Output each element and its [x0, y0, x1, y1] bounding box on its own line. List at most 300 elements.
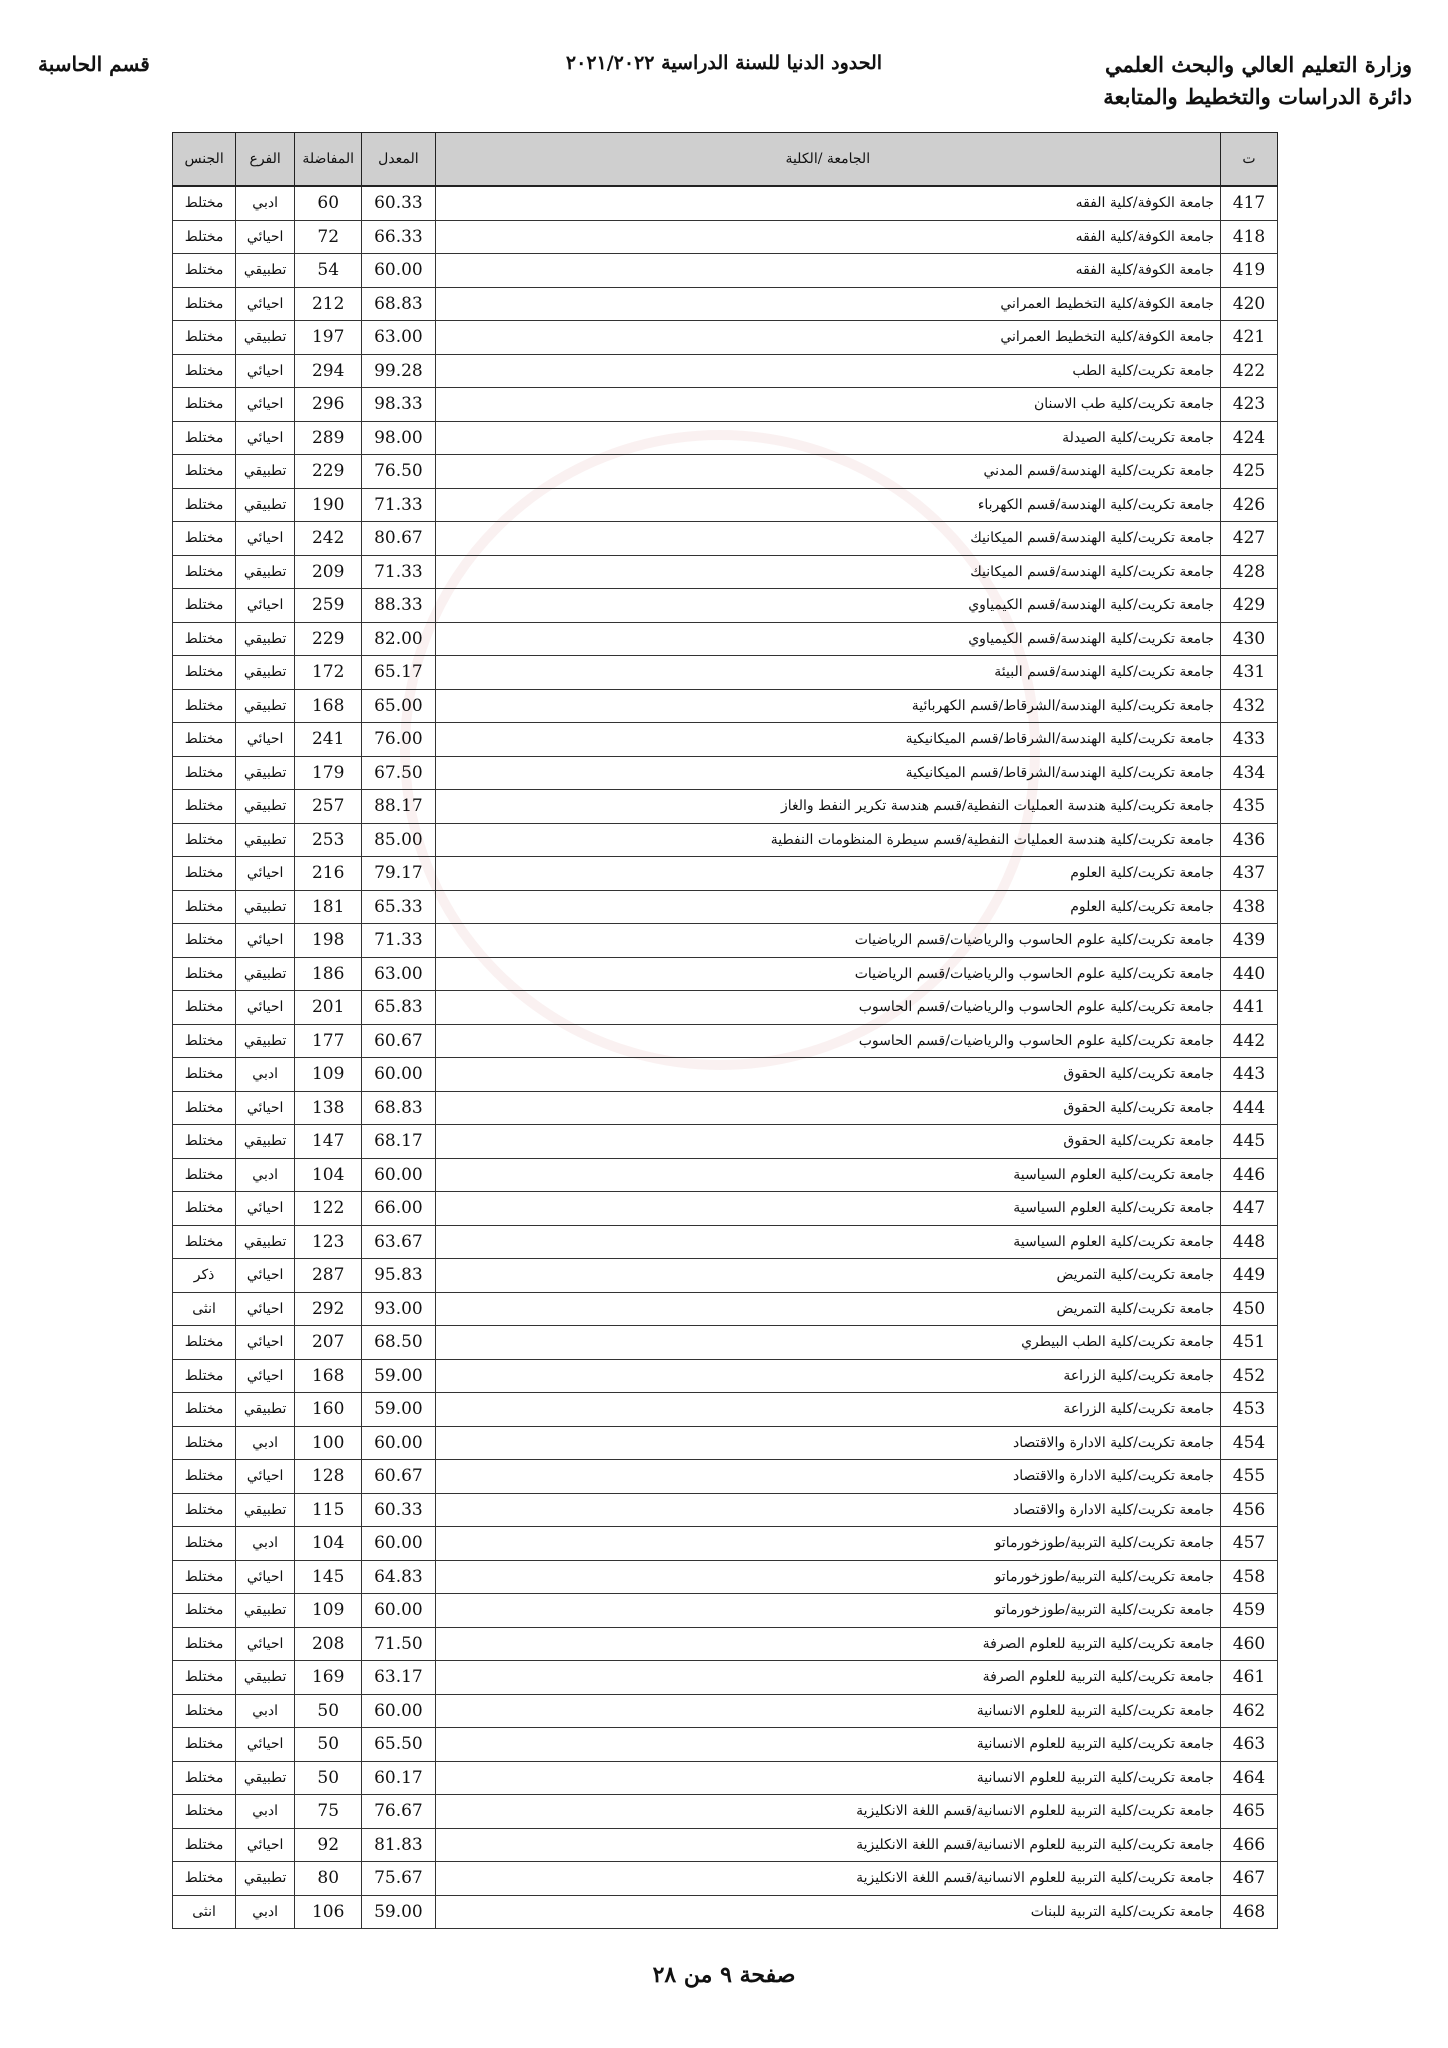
cell-branch: احيائي	[236, 287, 295, 321]
cell-branch: تطبيقي	[236, 455, 295, 489]
cell-college: جامعة تكريت/كلية العلوم السياسية	[435, 1158, 1221, 1192]
cell-branch: تطبيقي	[236, 1393, 295, 1427]
cell-avg: 79.17	[362, 857, 435, 891]
cell-branch: ادبي	[236, 1058, 295, 1092]
cell-pref: 138	[295, 1091, 362, 1125]
cell-college: جامعة تكريت/كلية العلوم السياسية	[435, 1225, 1221, 1259]
table-row	[173, 1493, 1278, 1527]
cell-gender: مختلط	[173, 1125, 236, 1159]
table-row	[173, 689, 1278, 723]
cell-pref: 241	[295, 723, 362, 757]
cell-branch: تطبيقي	[236, 689, 295, 723]
cell-avg: 98.33	[362, 388, 435, 422]
cell-num: 427	[1221, 522, 1278, 556]
cell-college: جامعة تكريت/كلية التربية للعلوم الانسانية/قسم اللغة الانكليزية	[435, 1828, 1221, 1862]
cell-pref: 201	[295, 991, 362, 1025]
table-row	[173, 1225, 1278, 1259]
cell-branch: احيائي	[236, 1292, 295, 1326]
cell-branch: تطبيقي	[236, 890, 295, 924]
cell-branch: ادبي	[236, 1158, 295, 1192]
cell-num: 458	[1221, 1560, 1278, 1594]
cell-pref: 80	[295, 1862, 362, 1896]
cell-branch: ادبي	[236, 1426, 295, 1460]
cell-gender: مختلط	[173, 1359, 236, 1393]
cell-avg: 60.33	[362, 186, 435, 220]
cell-branch: تطبيقي	[236, 1594, 295, 1628]
cell-branch: احيائي	[236, 924, 295, 958]
cell-pref: 197	[295, 321, 362, 355]
cell-pref: 123	[295, 1225, 362, 1259]
cell-branch: احيائي	[236, 857, 295, 891]
table-row	[173, 254, 1278, 288]
cell-num: 459	[1221, 1594, 1278, 1628]
cell-college: جامعة تكريت/كلية التمريض	[435, 1259, 1221, 1293]
cell-num: 436	[1221, 823, 1278, 857]
cell-num: 457	[1221, 1527, 1278, 1561]
cell-branch: تطبيقي	[236, 1125, 295, 1159]
cell-college: جامعة تكريت/كلية الحقوق	[435, 1125, 1221, 1159]
table-row	[173, 321, 1278, 355]
table-row	[173, 1862, 1278, 1896]
cell-avg: 71.33	[362, 488, 435, 522]
cell-pref: 168	[295, 1359, 362, 1393]
col-header-num: ت	[1221, 133, 1278, 187]
cell-gender: مختلط	[173, 455, 236, 489]
page-number: صفحة ٩ من ٢٨	[652, 1962, 796, 1988]
cell-pref: 179	[295, 756, 362, 790]
table-row	[173, 555, 1278, 589]
cell-num: 448	[1221, 1225, 1278, 1259]
cell-avg: 65.50	[362, 1728, 435, 1762]
cell-num: 450	[1221, 1292, 1278, 1326]
cell-avg: 60.67	[362, 1024, 435, 1058]
cell-num: 439	[1221, 924, 1278, 958]
cell-gender: مختلط	[173, 488, 236, 522]
cell-pref: 145	[295, 1560, 362, 1594]
cell-num: 437	[1221, 857, 1278, 891]
cell-gender: مختلط	[173, 1326, 236, 1360]
cell-avg: 76.67	[362, 1795, 435, 1829]
cell-pref: 169	[295, 1661, 362, 1695]
cell-branch: تطبيقي	[236, 1493, 295, 1527]
table-row	[173, 924, 1278, 958]
cell-gender: انثى	[173, 1895, 236, 1929]
cell-avg: 75.67	[362, 1862, 435, 1896]
cell-avg: 98.00	[362, 421, 435, 455]
cell-college: جامعة تكريت/كلية الهندسة/قسم الميكانيك	[435, 555, 1221, 589]
cell-pref: 92	[295, 1828, 362, 1862]
cell-gender: مختلط	[173, 622, 236, 656]
table-row	[173, 421, 1278, 455]
cell-avg: 76.00	[362, 723, 435, 757]
cell-college: جامعة تكريت/كلية الهندسة/قسم الكيمياوي	[435, 589, 1221, 623]
cell-college: جامعة تكريت/كلية العلوم	[435, 890, 1221, 924]
cell-gender: مختلط	[173, 790, 236, 824]
cell-college: جامعة الكوفة/كلية الفقه	[435, 220, 1221, 254]
cell-avg: 63.00	[362, 321, 435, 355]
table-row	[173, 1795, 1278, 1829]
cell-gender: مختلط	[173, 287, 236, 321]
cell-num: 453	[1221, 1393, 1278, 1427]
cell-num: 426	[1221, 488, 1278, 522]
cell-num: 465	[1221, 1795, 1278, 1829]
table-row	[173, 622, 1278, 656]
cell-college: جامعة تكريت/كلية التربية للعلوم الصرفة	[435, 1661, 1221, 1695]
cell-college: جامعة تكريت/كلية التربية للعلوم الانسانية	[435, 1728, 1221, 1762]
cell-gender: مختلط	[173, 1728, 236, 1762]
cell-gender: مختلط	[173, 991, 236, 1025]
table-row	[173, 1895, 1278, 1929]
cell-branch: تطبيقي	[236, 488, 295, 522]
cell-college: جامعة تكريت/كلية علوم الحاسوب والرياضيات/قسم الحاسوب	[435, 1024, 1221, 1058]
cell-gender: مختلط	[173, 1460, 236, 1494]
cell-branch: احيائي	[236, 1359, 295, 1393]
cell-avg: 71.33	[362, 924, 435, 958]
cell-college: جامعة تكريت/كلية التربية للعلوم الانسانية/قسم اللغة الانكليزية	[435, 1795, 1221, 1829]
cell-college: جامعة تكريت/كلية الهندسة/قسم المدني	[435, 455, 1221, 489]
cell-avg: 60.00	[362, 1158, 435, 1192]
cell-gender: مختلط	[173, 1594, 236, 1628]
cell-pref: 109	[295, 1058, 362, 1092]
cell-gender: مختلط	[173, 656, 236, 690]
cell-avg: 59.00	[362, 1393, 435, 1427]
cell-pref: 198	[295, 924, 362, 958]
table-row	[173, 589, 1278, 623]
cell-pref: 257	[295, 790, 362, 824]
cell-college: جامعة تكريت/كلية التمريض	[435, 1292, 1221, 1326]
cell-college: جامعة تكريت/كلية الهندسة/الشرقاط/قسم الكهربائية	[435, 689, 1221, 723]
cell-gender: مختلط	[173, 1862, 236, 1896]
cell-gender: مختلط	[173, 689, 236, 723]
cell-gender: مختلط	[173, 220, 236, 254]
cell-gender: مختلط	[173, 857, 236, 891]
cell-avg: 71.50	[362, 1627, 435, 1661]
cell-num: 443	[1221, 1058, 1278, 1092]
cell-num: 422	[1221, 354, 1278, 388]
cell-branch: ادبي	[236, 1795, 295, 1829]
cell-pref: 160	[295, 1393, 362, 1427]
cell-num: 460	[1221, 1627, 1278, 1661]
cell-college: جامعة تكريت/كلية الهندسة/قسم البيئة	[435, 656, 1221, 690]
cell-college: جامعة تكريت/كلية التربية للعلوم الانسانية/قسم اللغة الانكليزية	[435, 1862, 1221, 1896]
cell-branch: احيائي	[236, 1326, 295, 1360]
cell-gender: مختلط	[173, 756, 236, 790]
table-row	[173, 1326, 1278, 1360]
cell-gender: مختلط	[173, 723, 236, 757]
cell-avg: 68.17	[362, 1125, 435, 1159]
cell-college: جامعة تكريت/كلية الهندسة/قسم الميكانيك	[435, 522, 1221, 556]
cell-branch: احيائي	[236, 1828, 295, 1862]
cell-avg: 68.50	[362, 1326, 435, 1360]
cell-branch: احيائي	[236, 220, 295, 254]
cell-college: جامعة تكريت/كلية التربية/طوزخورماتو	[435, 1594, 1221, 1628]
table-row	[173, 1158, 1278, 1192]
cell-avg: 59.00	[362, 1895, 435, 1929]
cell-avg: 71.33	[362, 555, 435, 589]
cell-gender: مختلط	[173, 1694, 236, 1728]
cell-pref: 207	[295, 1326, 362, 1360]
cell-branch: احيائي	[236, 1627, 295, 1661]
cell-pref: 209	[295, 555, 362, 589]
cell-avg: 65.17	[362, 656, 435, 690]
cell-avg: 60.67	[362, 1460, 435, 1494]
cell-pref: 208	[295, 1627, 362, 1661]
cell-num: 456	[1221, 1493, 1278, 1527]
cell-branch: تطبيقي	[236, 1661, 295, 1695]
col-header-avg: المعدل	[362, 133, 435, 187]
cell-pref: 50	[295, 1728, 362, 1762]
table-row	[173, 1292, 1278, 1326]
table-row	[173, 723, 1278, 757]
table-row	[173, 1627, 1278, 1661]
cell-pref: 287	[295, 1259, 362, 1293]
cell-branch: ادبي	[236, 186, 295, 220]
table-row	[173, 1393, 1278, 1427]
cell-pref: 72	[295, 220, 362, 254]
cell-branch: تطبيقي	[236, 823, 295, 857]
cell-gender: مختلط	[173, 823, 236, 857]
cell-gender: مختلط	[173, 1560, 236, 1594]
cell-gender: مختلط	[173, 1493, 236, 1527]
cell-num: 455	[1221, 1460, 1278, 1494]
cell-gender: مختلط	[173, 1661, 236, 1695]
cell-avg: 68.83	[362, 1091, 435, 1125]
cell-pref: 181	[295, 890, 362, 924]
cell-avg: 60.00	[362, 1527, 435, 1561]
cell-college: جامعة تكريت/كلية الحقوق	[435, 1091, 1221, 1125]
cell-num: 452	[1221, 1359, 1278, 1393]
cell-branch: احيائي	[236, 723, 295, 757]
cell-gender: مختلط	[173, 957, 236, 991]
cell-avg: 60.00	[362, 254, 435, 288]
cell-avg: 64.83	[362, 1560, 435, 1594]
cell-branch: تطبيقي	[236, 1024, 295, 1058]
table-row	[173, 354, 1278, 388]
cell-branch: احيائي	[236, 1192, 295, 1226]
cell-pref: 106	[295, 1895, 362, 1929]
cell-gender: مختلط	[173, 1795, 236, 1829]
cell-college: جامعة تكريت/كلية الادارة والاقتصاد	[435, 1426, 1221, 1460]
cell-pref: 177	[295, 1024, 362, 1058]
table-row	[173, 1359, 1278, 1393]
cell-avg: 85.00	[362, 823, 435, 857]
cell-gender: مختلط	[173, 1828, 236, 1862]
table-row	[173, 1091, 1278, 1125]
table-row	[173, 656, 1278, 690]
table-row	[173, 1125, 1278, 1159]
cell-college: جامعة تكريت/كلية الهندسة/الشرقاط/قسم الميكانيكية	[435, 756, 1221, 790]
table-row	[173, 287, 1278, 321]
cell-college: جامعة تكريت/كلية علوم الحاسوب والرياضيات/قسم الرياضيات	[435, 957, 1221, 991]
cell-branch: تطبيقي	[236, 1761, 295, 1795]
table-row	[173, 1259, 1278, 1293]
cell-gender: مختلط	[173, 1627, 236, 1661]
cell-pref: 168	[295, 689, 362, 723]
cell-avg: 99.28	[362, 354, 435, 388]
department-name: قسم الحاسبة	[38, 52, 150, 76]
table-row	[173, 1024, 1278, 1058]
cell-branch: ادبي	[236, 1895, 295, 1929]
cell-pref: 292	[295, 1292, 362, 1326]
cell-num: 462	[1221, 1694, 1278, 1728]
cell-gender: مختلط	[173, 1527, 236, 1561]
cell-gender: مختلط	[173, 254, 236, 288]
cell-gender: مختلط	[173, 186, 236, 220]
cell-branch: احيائي	[236, 1560, 295, 1594]
cell-pref: 122	[295, 1192, 362, 1226]
table-row	[173, 1828, 1278, 1862]
cell-num: 420	[1221, 287, 1278, 321]
table-row	[173, 1192, 1278, 1226]
table-row	[173, 522, 1278, 556]
col-header-college: الجامعة /الكلية	[435, 133, 1221, 187]
cell-avg: 68.83	[362, 287, 435, 321]
cell-college: جامعة تكريت/كلية طب الاسنان	[435, 388, 1221, 422]
ministry-name: وزارة التعليم العالي والبحث العلمي	[1105, 52, 1412, 77]
cell-branch: تطبيقي	[236, 254, 295, 288]
cell-gender: مختلط	[173, 555, 236, 589]
cell-college: جامعة تكريت/كلية الحقوق	[435, 1058, 1221, 1092]
cell-pref: 147	[295, 1125, 362, 1159]
table-row	[173, 455, 1278, 489]
cell-avg: 65.00	[362, 689, 435, 723]
cell-avg: 80.67	[362, 522, 435, 556]
cell-branch: تطبيقي	[236, 1862, 295, 1896]
cell-avg: 95.83	[362, 1259, 435, 1293]
table-row	[173, 991, 1278, 1025]
cell-num: 444	[1221, 1091, 1278, 1125]
table-row	[173, 1594, 1278, 1628]
cell-pref: 104	[295, 1158, 362, 1192]
table-row	[173, 1761, 1278, 1795]
cell-pref: 289	[295, 421, 362, 455]
table-row	[173, 790, 1278, 824]
cell-pref: 75	[295, 1795, 362, 1829]
cell-num: 432	[1221, 689, 1278, 723]
cell-pref: 50	[295, 1761, 362, 1795]
table-row	[173, 1694, 1278, 1728]
cell-avg: 60.33	[362, 1493, 435, 1527]
cell-num: 447	[1221, 1192, 1278, 1226]
cell-college: جامعة تكريت/كلية هندسة العمليات النفطية/قسم سيطرة المنظومات النفطية	[435, 823, 1221, 857]
table-row	[173, 1058, 1278, 1092]
table-row	[173, 488, 1278, 522]
cell-pref: 109	[295, 1594, 362, 1628]
cell-avg: 60.00	[362, 1058, 435, 1092]
table-row	[173, 957, 1278, 991]
cell-avg: 59.00	[362, 1359, 435, 1393]
cell-num: 424	[1221, 421, 1278, 455]
cell-avg: 76.50	[362, 455, 435, 489]
cell-avg: 63.00	[362, 957, 435, 991]
cell-num: 463	[1221, 1728, 1278, 1762]
cell-college: جامعة تكريت/كلية الهندسة/الشرقاط/قسم الميكانيكية	[435, 723, 1221, 757]
page-title: الحدود الدنيا للسنة الدراسية ٢٠٢١/٢٠٢٢	[565, 52, 883, 74]
cell-college: جامعة تكريت/كلية العلوم السياسية	[435, 1192, 1221, 1226]
cell-college: جامعة تكريت/كلية التربية/طوزخورماتو	[435, 1560, 1221, 1594]
cell-college: جامعة تكريت/كلية الهندسة/قسم الكهرباء	[435, 488, 1221, 522]
cell-pref: 294	[295, 354, 362, 388]
cell-num: 451	[1221, 1326, 1278, 1360]
cell-pref: 128	[295, 1460, 362, 1494]
cell-avg: 81.83	[362, 1828, 435, 1862]
table-row	[173, 1426, 1278, 1460]
cell-pref: 60	[295, 186, 362, 220]
cell-num: 449	[1221, 1259, 1278, 1293]
table-row	[173, 1661, 1278, 1695]
cell-pref: 216	[295, 857, 362, 891]
admission-table	[172, 132, 1278, 1929]
cell-college: جامعة تكريت/كلية علوم الحاسوب والرياضيات/قسم الحاسوب	[435, 991, 1221, 1025]
cell-college: جامعة تكريت/كلية علوم الحاسوب والرياضيات/قسم الرياضيات	[435, 924, 1221, 958]
cell-num: 434	[1221, 756, 1278, 790]
table-row	[173, 890, 1278, 924]
table-row	[173, 857, 1278, 891]
cell-gender: مختلط	[173, 1091, 236, 1125]
cell-num: 425	[1221, 455, 1278, 489]
cell-gender: مختلط	[173, 321, 236, 355]
cell-branch: تطبيقي	[236, 622, 295, 656]
cell-branch: احيائي	[236, 388, 295, 422]
table-row	[173, 388, 1278, 422]
cell-num: 418	[1221, 220, 1278, 254]
cell-gender: انثى	[173, 1292, 236, 1326]
cell-avg: 60.00	[362, 1694, 435, 1728]
cell-branch: تطبيقي	[236, 656, 295, 690]
cell-gender: مختلط	[173, 1761, 236, 1795]
cell-pref: 229	[295, 622, 362, 656]
cell-pref: 54	[295, 254, 362, 288]
cell-pref: 229	[295, 455, 362, 489]
cell-college: جامعة تكريت/كلية الزراعة	[435, 1359, 1221, 1393]
cell-num: 440	[1221, 957, 1278, 991]
cell-college: جامعة الكوفة/كلية التخطيط العمراني	[435, 287, 1221, 321]
cell-pref: 242	[295, 522, 362, 556]
cell-gender: مختلط	[173, 1058, 236, 1092]
directorate-name: دائرة الدراسات والتخطيط والمتابعة	[1103, 84, 1412, 109]
cell-num: 464	[1221, 1761, 1278, 1795]
cell-num: 430	[1221, 622, 1278, 656]
col-header-gender: الجنس	[173, 133, 236, 187]
cell-avg: 66.33	[362, 220, 435, 254]
cell-avg: 93.00	[362, 1292, 435, 1326]
cell-gender: مختلط	[173, 589, 236, 623]
cell-num: 438	[1221, 890, 1278, 924]
cell-branch: احيائي	[236, 589, 295, 623]
cell-college: جامعة تكريت/كلية التربية للعلوم الانسانية	[435, 1694, 1221, 1728]
cell-college: جامعة تكريت/كلية الصيدلة	[435, 421, 1221, 455]
cell-avg: 67.50	[362, 756, 435, 790]
cell-gender: مختلط	[173, 890, 236, 924]
cell-branch: احيائي	[236, 1728, 295, 1762]
cell-avg: 88.17	[362, 790, 435, 824]
cell-num: 435	[1221, 790, 1278, 824]
cell-num: 445	[1221, 1125, 1278, 1159]
table-row	[173, 1560, 1278, 1594]
cell-avg: 65.33	[362, 890, 435, 924]
cell-num: 421	[1221, 321, 1278, 355]
cell-gender: مختلط	[173, 388, 236, 422]
cell-college: جامعة تكريت/كلية التربية للبنات	[435, 1895, 1221, 1929]
cell-num: 454	[1221, 1426, 1278, 1460]
cell-gender: مختلط	[173, 1158, 236, 1192]
col-header-pref: المفاضلة	[295, 133, 362, 187]
cell-college: جامعة تكريت/كلية التربية/طوزخورماتو	[435, 1527, 1221, 1561]
cell-college: جامعة الكوفة/كلية الفقه	[435, 254, 1221, 288]
table-header-row	[173, 133, 1278, 187]
table-row	[173, 823, 1278, 857]
table-row	[173, 1728, 1278, 1762]
